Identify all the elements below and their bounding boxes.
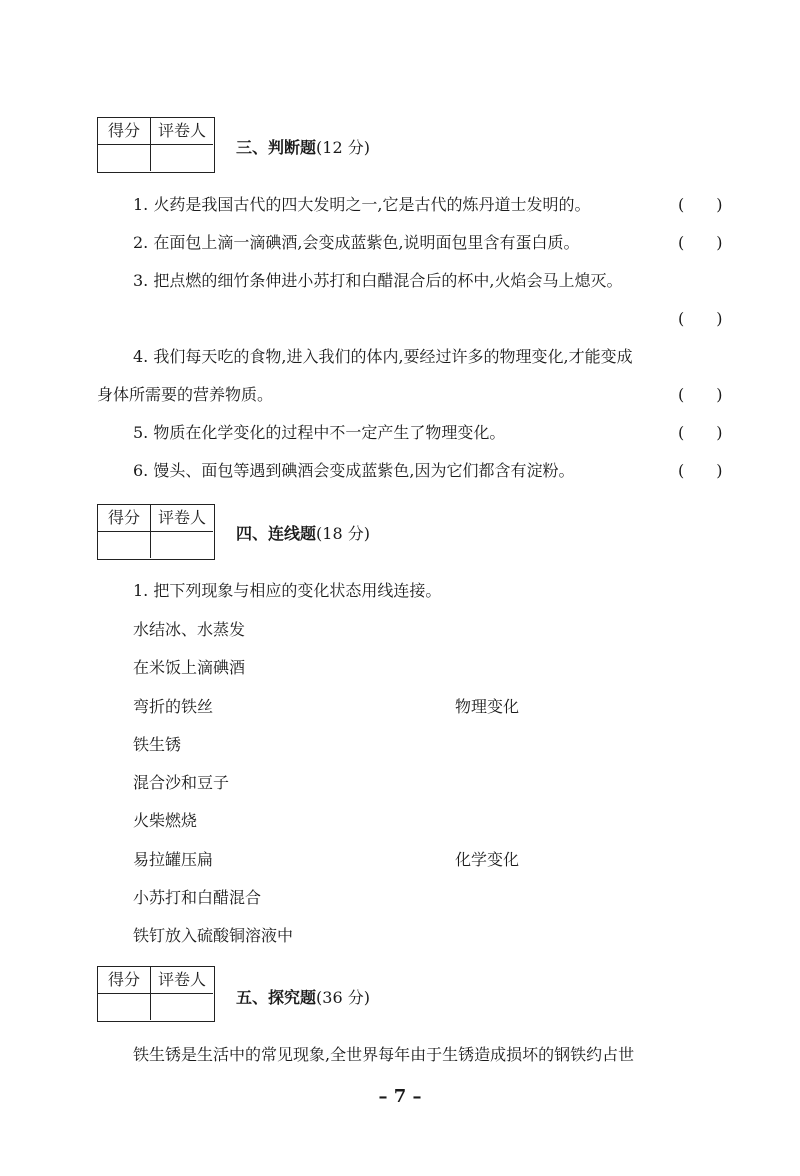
judge-item-3: 3. 把点燃的细竹条伸进小苏打和白醋混合后的杯中,火焰会马上熄灭。 [133,271,623,290]
section5-paragraph: 铁生锈是生活中的常见现象,全世界每年由于生锈造成损坏的钢铁约占世 [133,1045,635,1064]
section4-title-text: 四、连线题 [236,524,317,543]
grader-cell [151,532,213,558]
page-number: – 7 – [378,1086,422,1107]
score-cell [98,145,151,171]
section4-title [236,521,370,544]
answer-paren-1[interactable]: ( ) [678,195,723,214]
answer-paren-6[interactable]: ( ) [678,461,723,480]
answer-paren-4[interactable]: ( ) [678,385,723,404]
grader-label: 评卷人 [151,505,213,532]
score-box-section5 [97,966,215,1022]
section5-title-text: 五、探究题 [236,988,317,1007]
answer-paren-5[interactable]: ( ) [678,423,723,442]
phenomenon-4[interactable]: 铁生锈 [133,735,182,754]
phenomenon-8[interactable]: 小苏打和白醋混合 [133,888,262,907]
section5-title [236,985,370,1008]
score-label: 得分 [98,118,151,145]
grader-cell [151,994,213,1020]
score-cell [98,532,151,558]
judge-item-1: 1. 火药是我国古代的四大发明之一,它是古代的炼丹道士发明的。 [133,195,591,214]
grader-cell [151,145,213,171]
grader-label: 评卷人 [151,118,213,145]
section3-title [236,135,370,158]
category-physical-change[interactable]: 物理变化 [455,697,520,716]
phenomenon-6[interactable]: 火柴燃烧 [133,811,198,830]
phenomenon-1[interactable]: 水结冰、水蒸发 [133,620,246,639]
score-label: 得分 [98,505,151,532]
phenomenon-7[interactable]: 易拉罐压扁 [133,850,214,869]
judge-item-4-line2: 身体所需要的营养物质。 [97,385,274,404]
score-label: 得分 [98,967,151,994]
phenomenon-5[interactable]: 混合沙和豆子 [133,773,230,792]
judge-item-4-line1: 4. 我们每天吃的食物,进入我们的体内,要经过许多的物理变化,才能变成 [133,347,633,366]
section5-points: (36 分) [316,988,370,1007]
score-box-section4 [97,504,215,560]
score-box-section3 [97,117,215,173]
phenomenon-3[interactable]: 弯折的铁丝 [133,697,214,716]
phenomenon-9[interactable]: 铁钉放入硫酸铜溶液中 [133,926,294,945]
judge-item-5: 5. 物质在化学变化的过程中不一定产生了物理变化。 [133,423,506,442]
judge-item-6: 6. 馒头、面包等遇到碘酒会变成蓝紫色,因为它们都含有淀粉。 [133,461,575,480]
section4-points: (18 分) [316,524,370,543]
answer-paren-3[interactable]: ( ) [678,309,723,328]
score-cell [98,994,151,1020]
section3-title-text: 三、判断题 [236,138,317,157]
answer-paren-2[interactable]: ( ) [678,233,723,252]
section3-points: (12 分) [316,138,370,157]
matching-instruction: 1. 把下列现象与相应的变化状态用线连接。 [133,581,442,600]
judge-item-2: 2. 在面包上滴一滴碘酒,会变成蓝紫色,说明面包里含有蛋白质。 [133,233,580,252]
grader-label: 评卷人 [151,967,213,994]
category-chemical-change[interactable]: 化学变化 [455,850,520,869]
phenomenon-2[interactable]: 在米饭上滴碘酒 [133,658,246,677]
